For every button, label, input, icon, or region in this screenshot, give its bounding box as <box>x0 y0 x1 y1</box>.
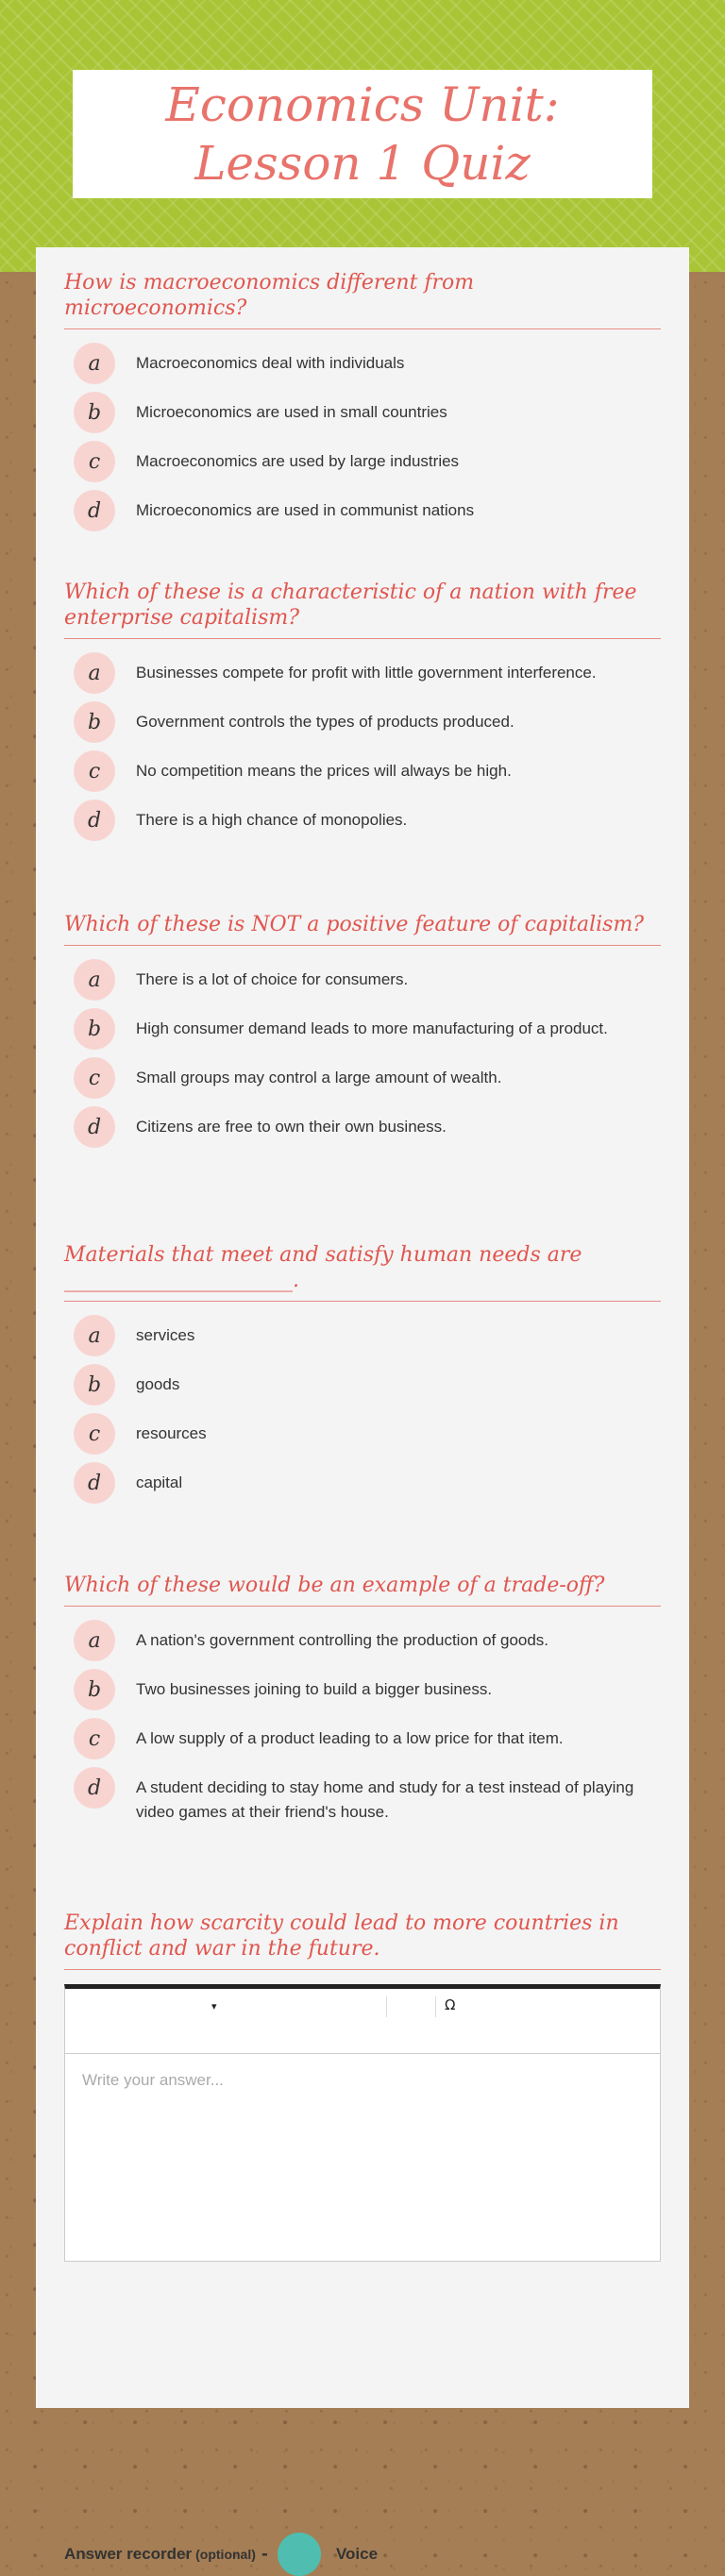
option-b[interactable] <box>64 1364 661 1406</box>
option-c[interactable] <box>64 1718 661 1759</box>
option-letter: d <box>74 490 115 531</box>
quiz-card <box>36 247 689 2564</box>
option-c[interactable] <box>64 1413 661 1455</box>
option-text: Two businesses joining to build a bigger business. <box>136 1680 493 1698</box>
answer-textarea[interactable] <box>64 2054 661 2262</box>
special-character-icon[interactable]: Ω <box>445 1996 456 2013</box>
option-text: A student deciding to stay home and study for a test instead of playing video games at their friend's house. <box>136 1778 634 1821</box>
question-4 <box>64 1242 661 1511</box>
recorder-optional: (optional) <box>195 2547 256 2562</box>
question-text: Which of these is NOT a positive feature of capitalism? <box>64 912 661 946</box>
question-text: Explain how scarcity could lead to more countries in conflict and war in the future. <box>64 1911 661 1970</box>
question-text: How is macroeconomics different from microeconomics? <box>64 270 661 329</box>
question-text: Which of these would be an example of a trade-off? <box>64 1573 661 1607</box>
option-letter: b <box>74 701 115 743</box>
option-letter: b <box>74 1669 115 1710</box>
question-3 <box>64 912 661 1155</box>
option-text: A low supply of a product leading to a low price for that item. <box>136 1729 564 1747</box>
option-d[interactable] <box>64 1767 661 1825</box>
option-letter: d <box>74 1767 115 1809</box>
option-letter: d <box>74 800 115 841</box>
record-button[interactable] <box>278 2533 321 2576</box>
option-letter: a <box>74 652 115 694</box>
option-d[interactable] <box>64 800 661 841</box>
option-letter: c <box>74 750 115 792</box>
option-letter: b <box>74 1008 115 1050</box>
recorder-dash: - <box>261 2545 268 2564</box>
option-text: Microeconomics are used in small countries <box>136 403 447 421</box>
option-text: High consumer demand leads to more manufacturing of a product. <box>136 1019 608 1037</box>
option-a[interactable] <box>64 959 661 1001</box>
editor-toolbar <box>64 1984 661 2054</box>
page-title: Economics Unit: Lesson 1 Quiz <box>165 77 560 191</box>
option-letter: c <box>74 1057 115 1099</box>
option-b[interactable] <box>64 1008 661 1050</box>
voice-label: Voice <box>335 2545 379 2563</box>
option-text: Macroeconomics are used by large industries <box>136 452 460 470</box>
option-letter: b <box>74 1364 115 1406</box>
option-letter: b <box>74 392 115 433</box>
option-text: Government controls the types of products produced. <box>136 713 514 731</box>
option-a[interactable] <box>64 652 661 694</box>
toolbar-divider <box>386 1996 387 2017</box>
option-letter: d <box>74 1106 115 1148</box>
option-d[interactable] <box>64 490 661 531</box>
option-text: goods <box>136 1375 180 1393</box>
option-text: Businesses compete for profit with little government interference. <box>136 664 597 682</box>
option-letter: c <box>74 1413 115 1455</box>
answer-placeholder: Write your answer... <box>82 2071 224 2089</box>
option-b[interactable] <box>64 701 661 743</box>
question-text: Materials that meet and satisfy human needs are ______________________. <box>64 1242 661 1302</box>
option-c[interactable] <box>64 750 661 792</box>
option-letter: a <box>74 343 115 384</box>
option-a[interactable] <box>64 1620 661 1661</box>
option-letter: a <box>74 959 115 1001</box>
toolbar-divider <box>435 1996 436 2017</box>
option-b[interactable] <box>64 392 661 433</box>
option-text: Microeconomics are used in communist nations <box>136 501 475 519</box>
option-text: There is a lot of choice for consumers. <box>136 970 409 988</box>
option-letter: d <box>74 1462 115 1504</box>
question-text: Which of these is a characteristic of a nation with free enterprise capitalism? <box>64 580 661 639</box>
option-text: resources <box>136 1424 207 1442</box>
option-c[interactable] <box>64 441 661 482</box>
format-dropdown[interactable]: ▾ <box>211 2000 217 2012</box>
option-letter: c <box>74 441 115 482</box>
option-d[interactable] <box>64 1462 661 1504</box>
option-d[interactable] <box>64 1106 661 1148</box>
option-text: services <box>136 1326 195 1344</box>
question-1 <box>64 270 661 539</box>
option-b[interactable] <box>64 1669 661 1710</box>
option-letter: a <box>74 1620 115 1661</box>
question-6 <box>64 1911 661 1983</box>
recorder-label: Answer recorder <box>64 2545 193 2563</box>
option-a[interactable] <box>64 1315 661 1356</box>
option-a[interactable] <box>64 343 661 384</box>
answer-recorder <box>64 2533 378 2576</box>
option-letter: c <box>74 1718 115 1759</box>
option-text: A nation's government controlling the production of goods. <box>136 1631 549 1649</box>
option-text: Small groups may control a large amount of wealth. <box>136 1069 502 1086</box>
option-text: capital <box>136 1473 183 1491</box>
answer-editor <box>64 1984 661 2262</box>
option-text: Citizens are free to own their own business. <box>136 1118 447 1136</box>
question-5 <box>64 1573 661 1832</box>
option-c[interactable] <box>64 1057 661 1099</box>
option-text: Macroeconomics deal with individuals <box>136 354 405 372</box>
title-box <box>73 70 652 198</box>
option-text: There is a high chance of monopolies. <box>136 811 408 829</box>
option-text: No competition means the prices will always be high. <box>136 762 512 780</box>
option-letter: a <box>74 1315 115 1356</box>
question-2 <box>64 580 661 849</box>
